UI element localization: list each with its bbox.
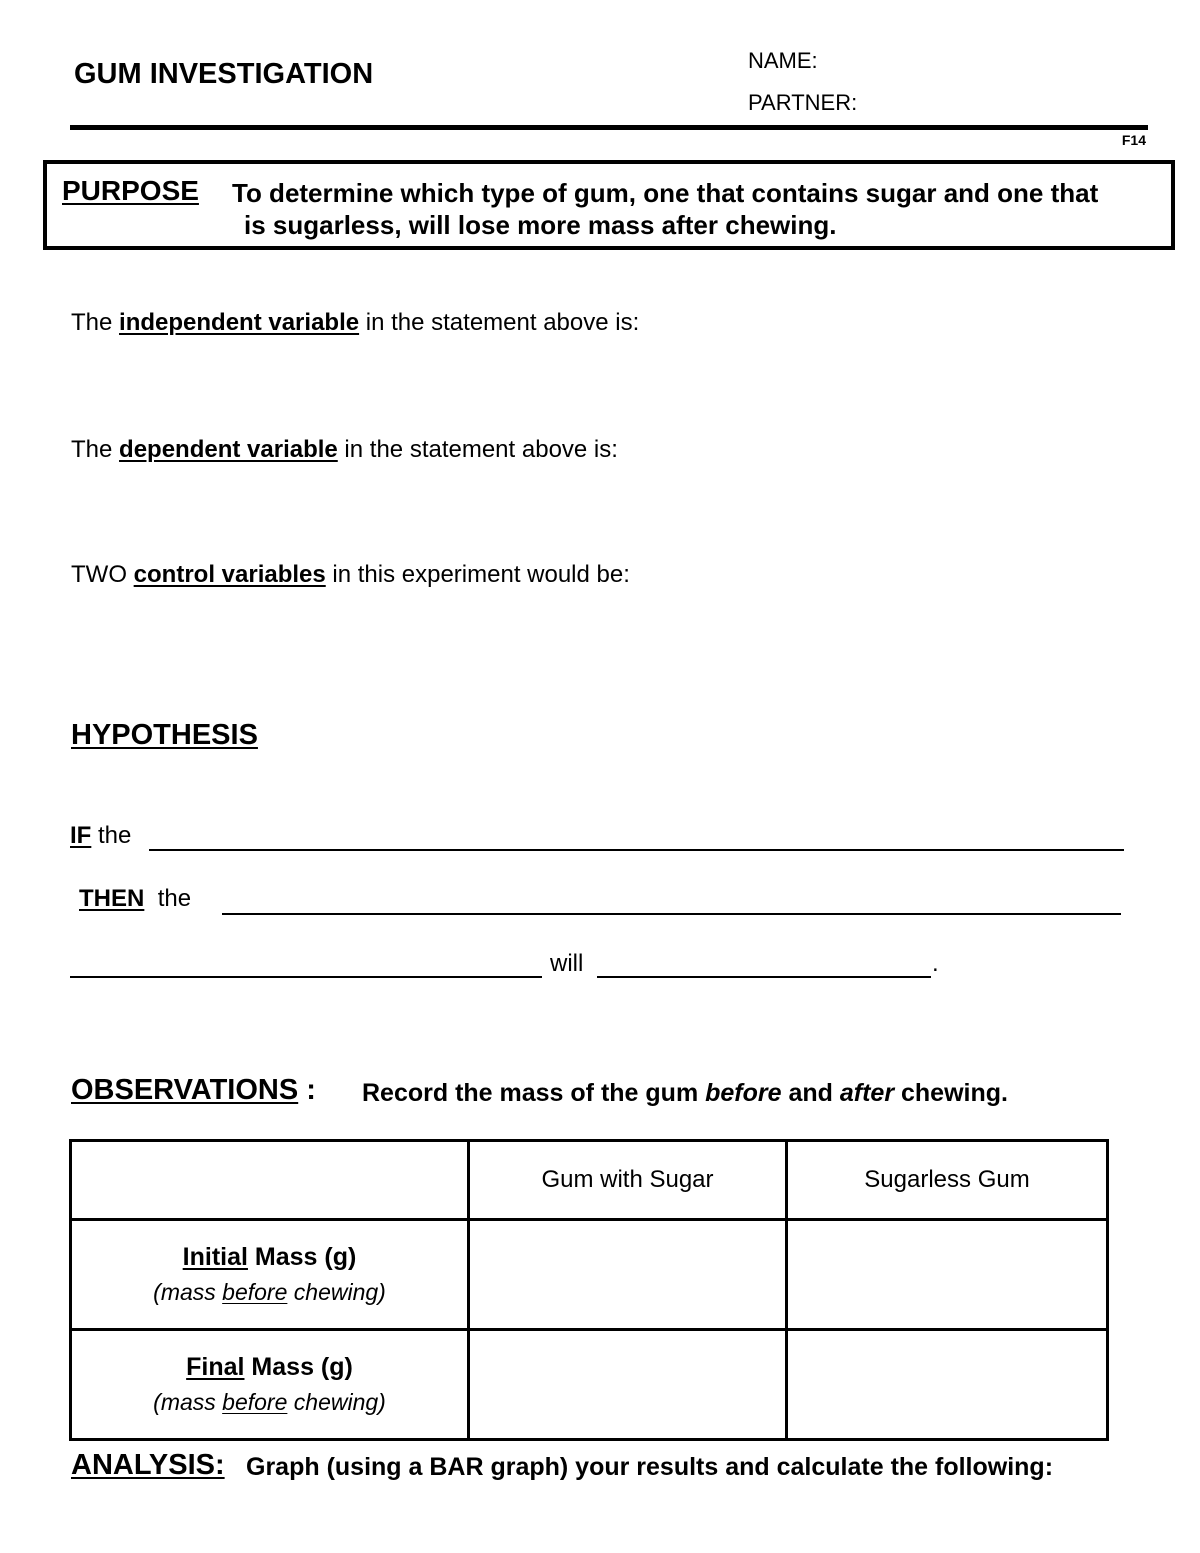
if-answer-blank[interactable] — [149, 849, 1124, 851]
subject-answer-blank[interactable] — [70, 976, 542, 978]
independent-variable-term: independent variable — [119, 309, 360, 336]
row-label-rest: Mass (g) — [247, 1242, 357, 1271]
sub-text: chewing) — [287, 1278, 386, 1305]
form-code: F14 — [1121, 132, 1146, 148]
question-suffix: in the statement above is: — [337, 436, 618, 463]
question-suffix: in the statement above is: — [359, 309, 640, 336]
initial-mass-sugar-cell[interactable] — [469, 1220, 787, 1330]
will-word: will — [550, 950, 584, 977]
row-label-final-mass — [71, 1330, 469, 1440]
if-keyword: IF — [70, 822, 92, 849]
then-keyword: THEN — [79, 885, 145, 912]
analysis-heading: ANALYSIS: — [71, 1449, 225, 1481]
the-word: the — [98, 822, 132, 849]
question-prefix: The — [71, 309, 120, 336]
partner-label: PARTNER: — [748, 90, 858, 115]
final-mass-sugar-cell[interactable] — [469, 1330, 787, 1440]
dependent-variable-term: dependent variable — [119, 436, 338, 463]
question-prefix: TWO — [71, 561, 134, 588]
table-row-initial-mass — [71, 1220, 1108, 1330]
observations-heading — [71, 1074, 316, 1107]
sub-keyword: before — [222, 1278, 288, 1305]
purpose-heading: PURPOSE — [62, 175, 199, 206]
instruction-before-word: before — [705, 1079, 782, 1107]
column-header-sugarless-gum: Sugarless Gum — [787, 1141, 1108, 1220]
analysis-instruction: Graph (using a BAR graph) your results and calculate the following: — [246, 1453, 1054, 1481]
column-header-gum-with-sugar: Gum with Sugar — [469, 1141, 787, 1220]
observations-instruction — [362, 1079, 1008, 1108]
table-row-final-mass — [71, 1330, 1108, 1440]
dependent-variable-question — [71, 436, 618, 464]
row-label-keyword: Initial — [182, 1242, 248, 1271]
sub-keyword: before — [222, 1388, 288, 1415]
worksheet-title: GUM INVESTIGATION — [74, 58, 374, 90]
header-divider — [70, 125, 1148, 130]
instruction-after-word: after — [839, 1079, 895, 1107]
sub-text: chewing) — [287, 1388, 386, 1415]
then-statement-label — [79, 885, 191, 913]
row-label-initial-mass — [71, 1220, 469, 1330]
the-word: the — [157, 885, 192, 912]
table-corner-cell — [71, 1141, 469, 1220]
row-label-main — [72, 1240, 467, 1274]
independent-variable-question — [71, 309, 639, 337]
purpose-text-line-1: To determine which type of gum, one that contains sugar and one that — [232, 178, 1099, 208]
observations-table — [69, 1139, 1109, 1441]
row-label-keyword: Final — [186, 1352, 245, 1381]
row-label-sub — [72, 1384, 467, 1420]
instruction-text: chewing. — [894, 1079, 1008, 1107]
question-prefix: The — [71, 436, 120, 463]
if-statement-label — [70, 822, 131, 850]
sub-text: (mass — [153, 1388, 223, 1415]
instruction-text: and — [781, 1079, 840, 1107]
instruction-text: Record the mass of the gum — [362, 1079, 706, 1107]
final-mass-sugarless-cell[interactable] — [787, 1330, 1108, 1440]
table-header-row — [71, 1141, 1108, 1220]
outcome-answer-blank[interactable] — [597, 976, 931, 978]
observations-heading-text: OBSERVATIONS — [71, 1074, 299, 1106]
question-suffix: in this experiment would be: — [325, 561, 630, 588]
observations-colon: : — [298, 1074, 316, 1106]
control-variables-question — [71, 561, 630, 589]
then-answer-blank[interactable] — [222, 913, 1121, 915]
hypothesis-heading: HYPOTHESIS — [71, 719, 258, 751]
purpose-text-line-2: is sugarless, will lose more mass after chewing. — [244, 210, 837, 240]
sub-text: (mass — [153, 1278, 223, 1305]
row-label-rest: Mass (g) — [244, 1352, 353, 1381]
name-label: NAME: — [748, 48, 818, 73]
period-mark: . — [932, 950, 939, 977]
initial-mass-sugarless-cell[interactable] — [787, 1220, 1108, 1330]
control-variables-term: control variables — [133, 561, 326, 588]
row-label-main — [72, 1350, 467, 1384]
row-label-sub — [72, 1274, 467, 1310]
